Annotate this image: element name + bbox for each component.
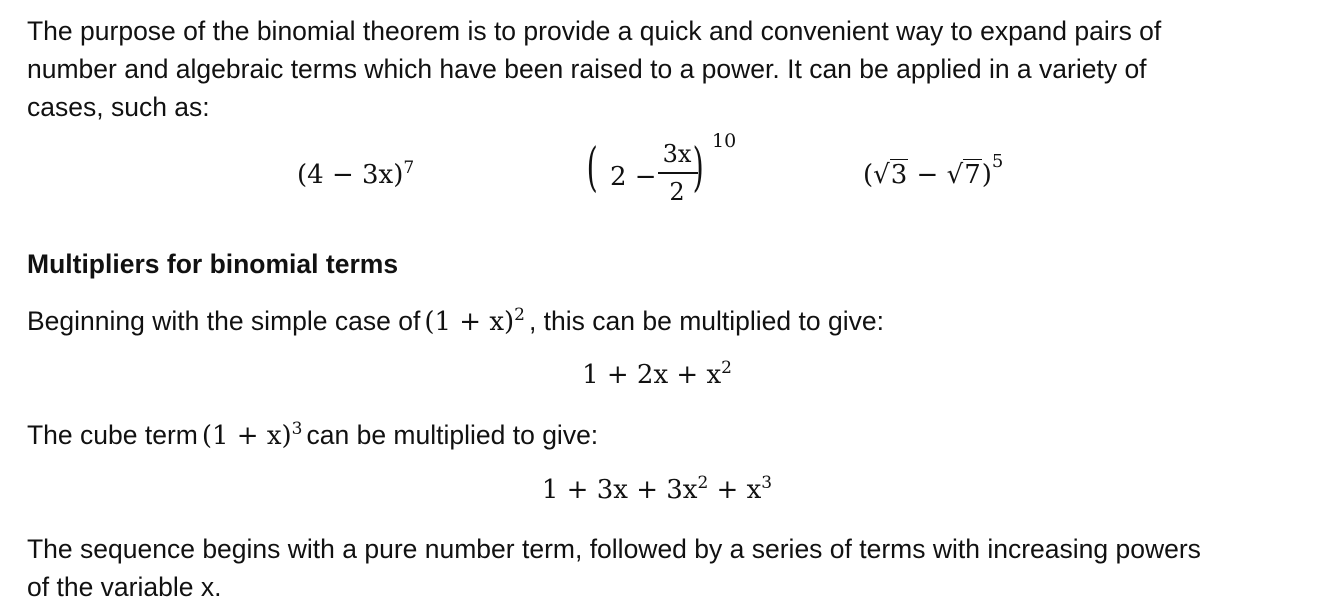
para2-text-after: can be multiplied to give: bbox=[306, 420, 599, 450]
example-3-exponent: 5 bbox=[991, 151, 1004, 172]
example-2-lead: 2 − bbox=[610, 162, 657, 192]
result-expression-2 bbox=[0, 475, 1320, 505]
result2-part-a: 1 + 3x + 3x bbox=[541, 475, 698, 505]
example-3-right-paren: ) bbox=[981, 160, 992, 190]
result1-main: 1 + 2x + x bbox=[582, 360, 722, 390]
intro-line-3: cases, such as: bbox=[27, 92, 210, 122]
example-3-minus: − bbox=[916, 160, 939, 190]
example-1-base: (4 − 3x) bbox=[297, 160, 404, 190]
example-1-exponent: 7 bbox=[403, 158, 415, 178]
result2-exponent-a: 2 bbox=[697, 473, 709, 493]
result-expression-1 bbox=[0, 360, 1320, 390]
para2-math: $(1 + x)^3$ bbox=[201, 419, 303, 451]
example-3-sqrt-2: √7 bbox=[946, 160, 981, 190]
example-2-right-paren: ) bbox=[692, 138, 704, 198]
intro-line-2: number and algebraic terms which have been raised to a power. It can be applied in a variety of bbox=[27, 54, 1147, 84]
example-expression-1 bbox=[297, 160, 414, 190]
conclusion-line-2: of the variable x. bbox=[27, 572, 222, 602]
conclusion-paragraph bbox=[27, 530, 1307, 606]
paragraph-square-case bbox=[27, 302, 1307, 341]
example-expression-3 bbox=[863, 151, 1004, 190]
conclusion-line-1: The sequence begins with a pure number term, followed by a series of terms with increasing powers bbox=[27, 534, 1201, 564]
para1-text-before: Beginning with the simple case of bbox=[27, 306, 421, 336]
result1-exponent: 2 bbox=[721, 358, 732, 378]
example-2-exponent: 10 bbox=[712, 130, 737, 152]
example-expression-2 bbox=[586, 130, 748, 214]
intro-line-1: The purpose of the binomial theorem is to provide a quick and convenient way to expand pairs of bbox=[27, 16, 1162, 46]
para1-text-after: , this can be multiplied to give: bbox=[528, 306, 884, 336]
section-heading: Multipliers for binomial terms bbox=[27, 249, 399, 279]
example-2-left-paren: ( bbox=[586, 138, 598, 198]
example-2-numerator: 3x bbox=[662, 140, 692, 168]
result2-part-b: + x bbox=[708, 475, 762, 505]
example-2-denominator: 2 bbox=[669, 178, 685, 206]
para1-math: $(1 + x)^2$ bbox=[424, 305, 525, 337]
result2-exponent-b: 3 bbox=[761, 473, 773, 493]
intro-paragraph bbox=[27, 12, 1307, 126]
paragraph-cube-case bbox=[27, 416, 1307, 455]
example-3-sqrt-1: √3 bbox=[873, 160, 908, 190]
example-3-left-paren: ( bbox=[863, 160, 874, 190]
para2-text-before: The cube term bbox=[27, 420, 198, 450]
